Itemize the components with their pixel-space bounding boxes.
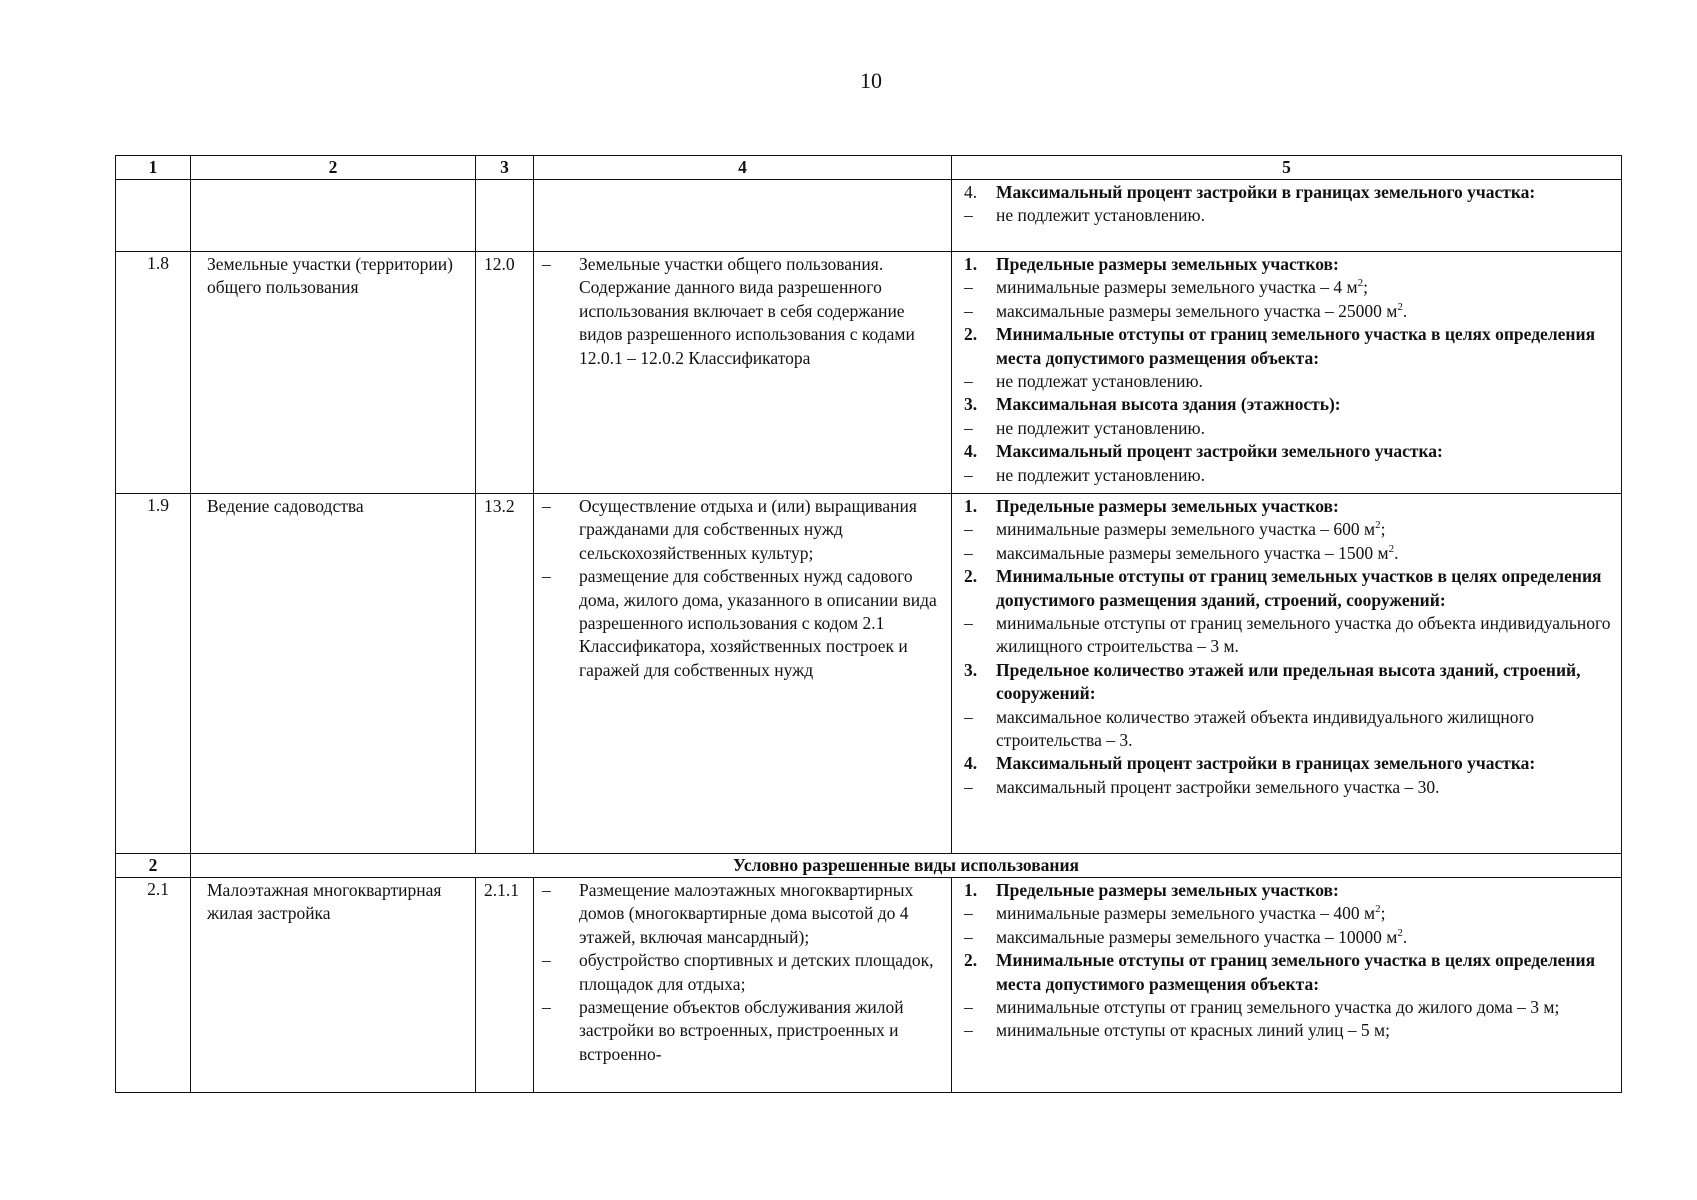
param-item [964, 612, 1613, 659]
item-text [996, 440, 1613, 463]
table-row-1-8 [116, 252, 1622, 494]
param-item [964, 996, 1613, 1019]
superscript: 2 [1357, 277, 1364, 290]
item-text [579, 996, 945, 1066]
header-col-1: 1 [116, 156, 191, 180]
dash-marker: – [964, 277, 973, 298]
item-text-main: Земельные участки общего пользования. Содержание данного вида разрешенного использования включает в себя содержание видов разрешенного использования с кодами 12.0.1 – 12.0.2 Классификатора [579, 254, 915, 368]
description-item [542, 253, 945, 370]
item-number: 2. [964, 950, 978, 971]
item-text-main: минимальные размеры земельного участка – 600 м [996, 519, 1376, 540]
param-item [964, 926, 1613, 949]
table-row-1-9 [116, 494, 1622, 854]
item-text-main: минимальные отступы от границ земельного участка до объекта индивидуального жилищного строительства – 3 м. [996, 613, 1611, 657]
item-text [996, 464, 1613, 487]
table-row-continuation [116, 180, 1622, 252]
item-text-main: минимальные отступы от красных линий улиц – 5 м; [996, 1020, 1390, 1041]
item-text [996, 565, 1613, 612]
use-code-cell: 12.0 [476, 252, 534, 494]
param-heading [964, 393, 1613, 416]
item-number: 3. [964, 394, 978, 415]
item-text-suffix: . [1402, 926, 1408, 947]
superscript: 2 [1388, 542, 1395, 555]
param-item [964, 464, 1613, 487]
param-heading [964, 181, 1613, 204]
item-text [996, 495, 1613, 518]
params-cell [952, 494, 1622, 854]
table-row-2-1 [116, 878, 1622, 1093]
item-text-main: Предельные размеры земельных участков: [996, 880, 1339, 900]
dash-marker: – [964, 464, 973, 485]
cell-empty [476, 180, 534, 252]
param-item [964, 542, 1613, 565]
dash-marker: – [964, 926, 973, 947]
superscript: 2 [1375, 903, 1381, 916]
dash-marker: – [542, 496, 551, 516]
item-text-suffix: ; [1363, 277, 1368, 298]
description-item [542, 996, 945, 1066]
dash-marker: – [964, 1020, 973, 1041]
cell-empty [116, 180, 191, 252]
dash-marker: – [542, 254, 551, 274]
use-name-cell: Ведение садоводства [191, 494, 476, 854]
item-text-main: Максимальная высота здания (этажность): [996, 394, 1341, 415]
param-heading [964, 659, 1613, 706]
use-code-cell: 13.2 [476, 494, 534, 854]
dash-marker: – [964, 519, 973, 540]
param-heading [964, 949, 1613, 996]
description-item [542, 565, 945, 682]
param-item [964, 902, 1613, 925]
item-text-main: максимальный процент застройки земельного участка – 30. [996, 776, 1440, 797]
dash-marker: – [964, 613, 973, 634]
item-text-main: максимальные размеры земельного участка – 1500 м [996, 542, 1389, 563]
superscript: 2 [1397, 926, 1403, 939]
cell-empty [191, 180, 476, 252]
item-number: 1. [964, 880, 978, 900]
item-text [996, 204, 1613, 227]
item-text-main: не подлежит установлению. [996, 417, 1205, 438]
dash-marker: – [964, 776, 973, 797]
header-col-4: 4 [534, 156, 952, 180]
item-text [996, 949, 1613, 996]
item-text-main: не подлежит установлению. [996, 464, 1205, 485]
item-text-main: Предельные размеры земельных участков: [996, 254, 1339, 274]
dash-marker: – [542, 880, 551, 900]
item-text-main: Максимальный процент застройки в границах земельного участка: [996, 182, 1536, 202]
param-item [964, 706, 1613, 753]
dash-marker: – [964, 542, 973, 563]
item-text [996, 879, 1613, 902]
description-cell [534, 494, 952, 854]
item-text [996, 181, 1613, 204]
item-text-main: обустройство спортивных и детских площадок, площадок для отдыха; [579, 950, 934, 994]
description-item [542, 495, 945, 565]
item-text-suffix: ; [1380, 903, 1386, 924]
item-text-main: Предельное количество этажей или предельная высота зданий, строений, сооружений: [996, 659, 1581, 704]
row-number: 1.9 [147, 495, 169, 515]
item-number: 4. [964, 753, 978, 774]
item-text-main: Предельные размеры земельных участков: [996, 496, 1339, 516]
item-text [579, 565, 945, 682]
param-item [964, 300, 1613, 323]
param-heading [964, 879, 1613, 902]
item-text [996, 253, 1613, 276]
item-text-main: максимальное количество этажей объекта индивидуального жилищного строительства – 3. [996, 706, 1535, 751]
use-name-cell: Земельные участки (территории) общего пользования [191, 252, 476, 494]
dash-marker: – [964, 903, 973, 924]
row-number-cell [116, 252, 191, 494]
row-number-cell [116, 494, 191, 854]
item-text-main: минимальные отступы от границ земельного участка до жилого дома – 3 м; [996, 997, 1560, 1018]
item-text [579, 879, 945, 949]
param-heading [964, 440, 1613, 463]
dash-marker: – [964, 706, 973, 727]
item-text-main: Минимальные отступы от границ земельного участка в целях определения места допустимого размещения объекта: [996, 324, 1596, 368]
item-number: 1. [964, 254, 978, 274]
params-cell [952, 252, 1622, 494]
row-number: 1.8 [147, 253, 169, 273]
item-text-main: размещение объектов обслуживания жилой застройки во встроенных, пристроенных и встроенно- [579, 997, 904, 1064]
params-cell [952, 180, 1622, 252]
item-text-main: Максимальный процент застройки в границах земельного участка: [996, 753, 1536, 774]
item-text [996, 902, 1613, 925]
item-text-main: Минимальные отступы от границ земельного участка в целях определения места допустимого размещения объекта: [996, 950, 1596, 994]
dash-marker: – [964, 997, 973, 1018]
item-number: 2. [964, 324, 978, 345]
dash-marker: – [964, 417, 973, 438]
item-number: 3. [964, 659, 978, 680]
item-text-main: не подлежит установлению. [996, 205, 1205, 226]
use-name-cell: Малоэтажная многоквартирная жилая застройка [191, 878, 476, 1093]
item-text [996, 612, 1613, 659]
param-item [964, 370, 1613, 393]
description-item [542, 949, 945, 996]
header-col-5: 5 [952, 156, 1622, 180]
item-text [996, 518, 1613, 541]
superscript: 2 [1375, 519, 1381, 532]
cell-empty [534, 180, 952, 252]
section-number-cell: 2 [116, 854, 191, 878]
item-text-main: Осуществление отдыха и (или) выращивания гражданами для собственных нужд сельскохозяйственных культур; [579, 496, 917, 563]
item-text-main: Максимальный процент застройки земельного участка: [996, 441, 1443, 462]
section-title: Условно разрешенные виды использования [191, 854, 1622, 878]
item-text [996, 370, 1613, 393]
item-number: 1. [964, 496, 978, 516]
header-row [116, 156, 1622, 180]
param-heading [964, 323, 1613, 370]
param-item [964, 417, 1613, 440]
row-number-cell [116, 878, 191, 1093]
item-text [996, 323, 1613, 370]
section-row [116, 854, 1622, 878]
item-text [996, 1019, 1613, 1042]
description-cell [534, 252, 952, 494]
item-number: 4. [964, 182, 978, 202]
header-col-3: 3 [476, 156, 534, 180]
item-text-main: максимальные размеры земельного участка – 25000 м [996, 300, 1398, 321]
item-text-main: минимальные размеры земельного участка – 4 м [996, 277, 1358, 298]
item-text [996, 300, 1613, 323]
item-text-main: минимальные размеры земельного участка – 400 м [996, 903, 1376, 924]
item-text [996, 417, 1613, 440]
param-heading [964, 565, 1613, 612]
page-number: 10 [860, 68, 882, 93]
header-col-2: 2 [191, 156, 476, 180]
item-text [996, 926, 1613, 949]
item-text-main: максимальные размеры земельного участка – 10000 м [996, 926, 1398, 947]
use-code-cell: 2.1.1 [476, 878, 534, 1093]
dash-marker: – [542, 566, 551, 587]
param-heading [964, 253, 1613, 276]
item-text-main: Минимальные отступы от границ земельных участков в целях определения допустимого размещения зданий, строений, сооружений: [996, 566, 1602, 610]
item-text-main: Размещение малоэтажных многоквартирных домов (многоквартирные дома высотой до 4 этажей, включая мансардный); [579, 880, 914, 947]
description-cell [534, 878, 952, 1093]
item-text [996, 393, 1613, 416]
item-text-suffix: . [1394, 542, 1399, 563]
dash-marker: – [542, 950, 551, 971]
item-text [996, 542, 1613, 565]
item-text [996, 276, 1613, 299]
item-text [996, 659, 1613, 706]
item-text [579, 253, 945, 370]
item-text [996, 776, 1613, 799]
item-text-main: размещение для собственных нужд садового дома, жилого дома, указанного в описании вида разрешенного использования с кодом 2.1 Классификатора, хозяйственных построек и гаражей для собственных нужд [579, 566, 937, 680]
param-heading [964, 752, 1613, 775]
dash-marker: – [542, 997, 551, 1018]
item-text [579, 949, 945, 996]
param-heading [964, 495, 1613, 518]
zoning-table [115, 155, 1622, 1093]
item-text [579, 495, 945, 565]
item-text [996, 706, 1613, 753]
item-text-suffix: . [1402, 300, 1408, 321]
param-item [964, 204, 1613, 227]
item-number: 4. [964, 441, 978, 462]
item-text-suffix: ; [1380, 519, 1386, 540]
param-item [964, 776, 1613, 799]
dash-marker: – [964, 300, 973, 321]
dash-marker: – [964, 371, 973, 392]
dash-marker: – [964, 205, 973, 226]
item-text [996, 752, 1613, 775]
param-item [964, 276, 1613, 299]
param-item [964, 1019, 1613, 1042]
item-text [996, 996, 1613, 1019]
item-number: 2. [964, 566, 978, 587]
param-item [964, 518, 1613, 541]
row-number: 2.1 [147, 879, 169, 899]
params-cell [952, 878, 1622, 1093]
description-item [542, 879, 945, 949]
item-text-main: не подлежат установлению. [996, 371, 1203, 392]
superscript: 2 [1397, 300, 1403, 313]
